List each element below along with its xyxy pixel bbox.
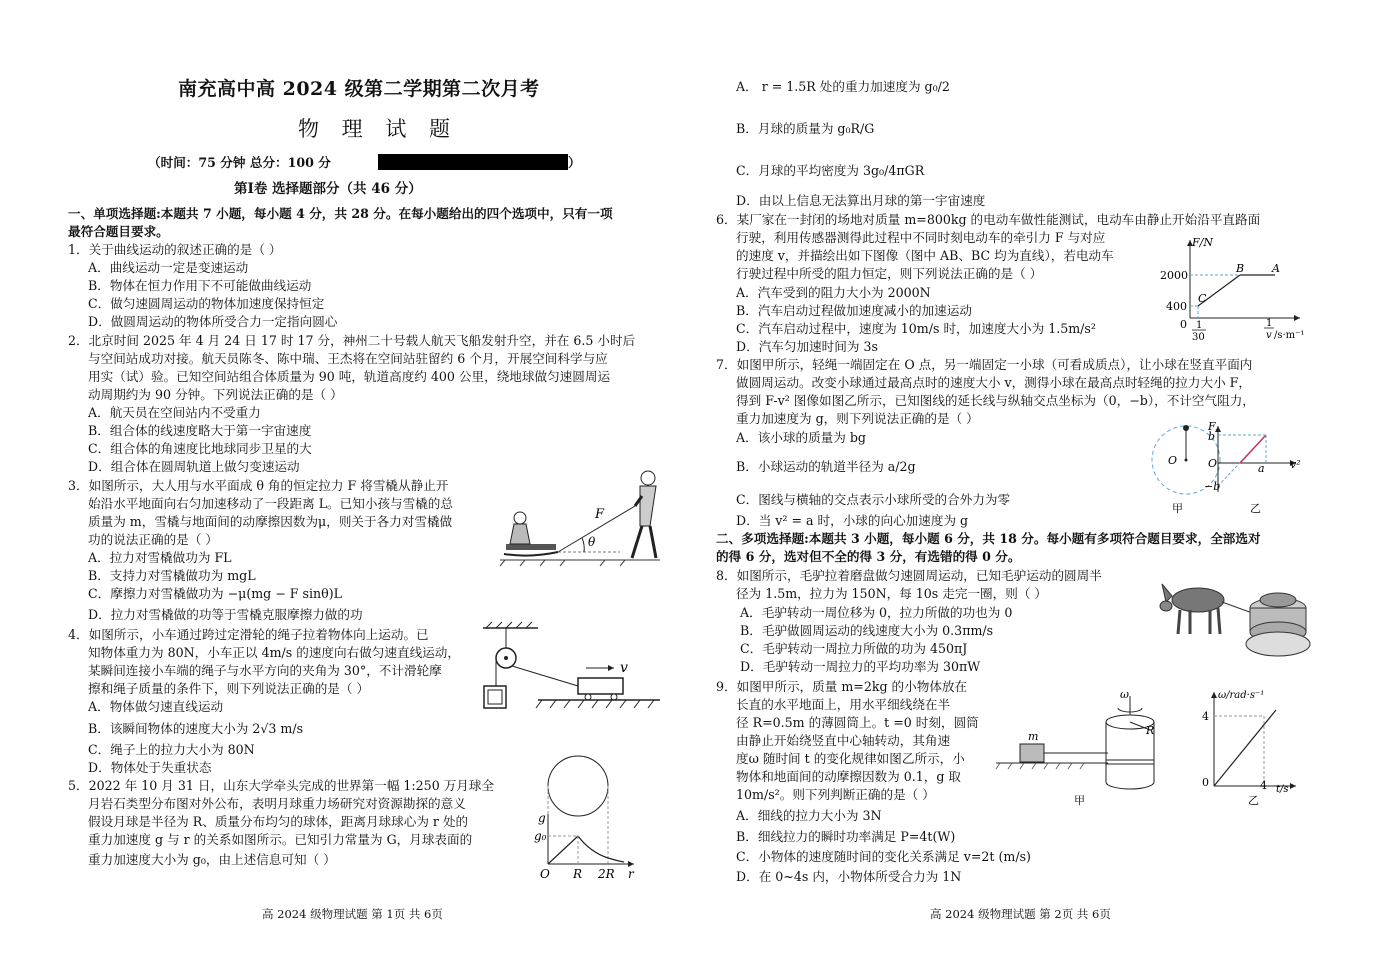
q3-stem: 功的说法正确的是（ ） [88, 532, 218, 547]
q9-option: A．细线的拉力大小为 3N [736, 808, 882, 823]
q3-stem: 3．如图所示，大人用与水平面成 θ 角的恒定拉力 F 将雪橇从静止开 [68, 478, 449, 493]
q6-stem: 行驶过程中所受的阻力恒定，则下列说法正确的是（ ） [736, 266, 1043, 281]
q4-option: C．绳子上的拉力大小为 80N [88, 742, 255, 757]
point-B: B [1236, 262, 1245, 275]
section2-heading: 二、多项选择题:本题共 3 小题，每小题 6 分，共 18 分。每小题有多项符合题目要求，全部选对 [716, 531, 1261, 546]
q9-stem: 10m/s²。则下列判断正确的是（ ） [736, 787, 935, 802]
q2-stem: 用实（试）验。已知空间站组合体质量为 90 吨，轨道高度约 400 公里，绕地球做匀速圆周运 [88, 369, 611, 384]
q3-option: A．拉力对雪橇做功为 FL [88, 550, 232, 565]
circular-motion-figure [1146, 420, 1311, 520]
axis-label-g: g [538, 811, 546, 825]
q3-stem: 质量为 m，雪橇与地面间的动摩擦因数为μ，则关于各力对雪橇做 [88, 514, 453, 529]
theta-label: θ [588, 535, 596, 549]
page1-footer: 高 2024 级物理试题 第 1页 共 6页 [262, 907, 443, 921]
q2-stem: 动周期约为 90 分钟。下列说法正确的是（ ） [88, 387, 343, 402]
q1-option: A．曲线运动一定是变速运动 [88, 260, 249, 275]
graph-origin-O: O [1208, 457, 1218, 470]
omega-time-graph [1196, 686, 1306, 811]
q4-option: D．物体处于失重状态 [88, 760, 212, 775]
q5-stem: 重力加速度大小为 g₀，由上述信息可知（ ） [88, 852, 336, 867]
axis-label-v: v [1266, 330, 1272, 341]
figure-label-yi: 乙 [1250, 502, 1261, 515]
q3-stem: 始沿水平地面向右匀加速移动了一段距离 L。已知小孩与雪橇的总 [88, 496, 453, 511]
q5-stem: 5．2022 年 10 月 31 日，山东大学牵头完成的世界第一幅 1:250 万月球全 [68, 778, 495, 793]
axis-label-origin: O [540, 867, 550, 881]
q5-stem: 重力加速度 g 与 r 的关系如图所示。已知引力常量为 G，月球表面的 [88, 832, 473, 847]
tick-400: 400 [1166, 300, 1187, 313]
tick-30: 30 [1192, 332, 1205, 343]
force-label: F [595, 507, 605, 522]
origin-label-O: O [1168, 454, 1178, 467]
radius-label: R [1146, 724, 1155, 737]
q5-option: A． r = 1.5R 处的重力加速度为 g₀/2 [736, 79, 950, 94]
q2-option: A．航天员在空间站内不受重力 [88, 405, 261, 420]
sled-figure [500, 468, 660, 568]
tick-a: a [1258, 462, 1265, 475]
tick-neg-b: −b [1204, 480, 1221, 493]
q2-option: C．组合体的角速度比地球同步卫星的大 [88, 441, 312, 456]
axis-label-1: 1 [1266, 318, 1273, 329]
tick-1-over-30: 1 [1196, 320, 1203, 331]
q4-stem: 擦和绳子质量的条件下，则下列说法正确的是（ ） [88, 681, 370, 696]
q3-option: C．摩擦力对雪橇做功为 −μ(mg − F sinθ)L [88, 586, 342, 601]
q8-stem: 径为 1.5m，拉力为 150N，每 10s 走完一圈，则（ ） [736, 586, 1048, 601]
section2-heading-2: 的得 6 分，选对但不全的得 3 分，有选错的得 0 分。 [716, 549, 1021, 564]
q4-option: B．该瞬间物体的速度大小为 2√3 m/s [88, 721, 304, 736]
q8-option: C．毛驴转动一周拉力所做的功为 450πJ [740, 641, 968, 656]
redacted-bar [378, 154, 568, 170]
axis-label-2R: 2R [598, 867, 615, 881]
q3-option: D．拉力对雪橇做的功等于雪橇克服摩擦力做的功 [88, 607, 363, 622]
q1-option: B．物体在恒力作用下不可能做曲线运动 [88, 278, 312, 293]
axis-unit: /s·m⁻¹ [1274, 330, 1305, 341]
tick-4: 4 [1202, 710, 1209, 723]
q2-stem: 与空间站成功对接。航天员陈冬、陈中瑞、王杰将在空间站驻留约 6 个月，开展空间科学与应 [88, 351, 608, 366]
exam-title: 南充高中高 2024 级第二学期第二次月考 [178, 78, 540, 100]
axis-label-g0: g₀ [534, 829, 547, 843]
q6-option: A．汽车受到的阻力大小为 2000N [736, 285, 931, 300]
donkey-millstone-figure [1160, 572, 1310, 667]
axis-label-F: F [1208, 420, 1216, 433]
q6-option: D．汽车匀加速时间为 3s [736, 339, 878, 354]
q1-option: D．做圆周运动的物体所受合力一定指向圆心 [88, 314, 338, 329]
page2-footer: 高 2024 级物理试题 第 2页 共 6页 [930, 907, 1111, 921]
q1-stem: 1．关于曲线运动的叙述正确的是（ ） [68, 242, 282, 257]
tick-2000: 2000 [1160, 269, 1188, 282]
q9-option: B．细线拉力的瞬时功率满足 P=4t(W) [736, 829, 956, 844]
axis-label-omega: ω/rad·s⁻¹ [1218, 690, 1265, 701]
q9-stem: 由静止开始绕竖直中心轴转动，其角速 [736, 733, 951, 748]
q6-stem: 的速度 v，并描绘出如下图像（图中 AB、BC 均为直线），若电动车 [736, 248, 1114, 263]
q7-option: A．该小球的质量为 bg [736, 430, 866, 445]
section1-heading-2: 最符合题目要求。 [68, 224, 169, 239]
q8-option: D．毛驴转动一周拉力的平均功率为 30πW [740, 659, 981, 674]
tick-b: b [1208, 430, 1216, 443]
q9-stem: 长直的水平地面上，用水平细线绕在半 [736, 697, 951, 712]
mass-label: m [1028, 730, 1039, 743]
q6-stem: 6．某厂家在一封闭的场地对质量 m=800kg 的电动车做性能测试，电动车由静止开始沿平直路面 [716, 212, 1261, 227]
axis-label-R: R [573, 867, 583, 881]
q7-stem: 7．如图甲所示，轻绳一端固定在 O 点，另一端固定一小球（可看成质点），让小球在竖直平面内 [716, 357, 1253, 372]
pulley-figure [478, 620, 663, 715]
figure-label-jia: 甲 [1074, 794, 1085, 807]
q4-stem: 某瞬间连接小车端的绳子与水平方向的夹角为 30°，不计滑轮摩 [88, 663, 442, 678]
point-C: C [1198, 292, 1207, 305]
q9-stem: 9．如图甲所示，质量 m=2kg 的小物体放在 [716, 679, 968, 694]
q4-stem: 4．如图所示，小车通过跨过定滑轮的绳子拉着物体向上运动。已 [68, 627, 429, 642]
time-info: （时间：75 分钟 总分：100 分 [148, 155, 331, 170]
figure-label-yi: 乙 [1248, 794, 1259, 807]
figure-label-jia: 甲 [1172, 502, 1183, 515]
q9-stem: 度ω 随时间 t 的变化规律如图乙所示，小 [736, 751, 965, 766]
q7-stem: 得到 F-v² 图像如图乙所示，已知图线的延长线与纵轴交点坐标为（0，−b），不计空气阻力， [736, 393, 1255, 408]
q3-option: B．支持力对雪橇做功为 mgL [88, 568, 256, 583]
part1-heading: 第Ⅰ卷 选择题部分（共 46 分） [234, 181, 422, 197]
q5-option: C．月球的平均密度为 3g₀/4πGR [736, 163, 925, 178]
q8-stem: 8．如图所示，毛驴拉着磨盘做匀速圆周运动，已知毛驴运动的圆周半 [716, 568, 1102, 583]
q8-option: B．毛驴做圆周运动的线速度大小为 0.3πm/s [740, 623, 994, 638]
time-info-close: ） [568, 155, 581, 170]
q7-stem: 重力加速度为 g，则下列说法正确的是（ ） [736, 411, 979, 426]
q7-option: C．图线与横轴的交点表示小球所受的合外力为零 [736, 492, 1011, 507]
force-velocity-graph [1160, 234, 1310, 342]
q9-option: D．在 0~4s 内，小物体所受合力为 1N [736, 869, 962, 884]
q6-option: B．汽车启动过程做加速度减小的加速运动 [736, 303, 972, 318]
q8-option: A．毛驴转动一周位移为 0，拉力所做的功也为 0 [740, 605, 1013, 620]
q2-option: B．组合体的线速度略大于第一宇宙速度 [88, 423, 312, 438]
q2-option: D．组合体在圆周轨道上做匀变速运动 [88, 459, 300, 474]
q6-stem: 行驶，利用传感器测得此过程中不同时刻电动车的牵引力 F 与对应 [736, 230, 1106, 245]
q5-option: B．月球的质量为 g₀R/G [736, 121, 875, 136]
section1-heading: 一、单项选择题:本题共 7 小题，每小题 4 分，共 28 分。在每小题给出的四个选项中，只有一项 [68, 206, 613, 221]
velocity-label: v [620, 660, 628, 676]
q9-stem: 径 R=0.5m 的薄圆筒上。t =0 时刻，圆筒 [736, 715, 979, 730]
point-A: A [1272, 262, 1280, 275]
q4-option: A．物体做匀速直线运动 [88, 699, 224, 714]
q6-option: C．汽车启动过程中，速度为 10m/s 时，加速度大小为 1.5m/s² [736, 321, 1096, 336]
axis-label-F: F/N [1192, 236, 1213, 249]
cylinder-block-figure [990, 686, 1180, 811]
tick-t4: 4 [1260, 779, 1267, 792]
tick-0: 0 [1180, 318, 1187, 331]
q7-option: D．当 v² = a 时，小球的向心加速度为 g [736, 513, 969, 528]
q4-stem: 知物体重力为 80N，小车正以 4m/s 的速度向右做匀速直线运动， [88, 645, 460, 660]
axis-label-t: t/s [1276, 784, 1289, 795]
q1-option: C．做匀速圆周运动的物体加速度保持恒定 [88, 296, 325, 311]
tick-0: 0 [1202, 776, 1209, 789]
q7-stem: 做圆周运动。改变小球通过最高点时的速度大小 v，测得小球在最高点时轻绳的拉力大小 F， [736, 375, 1252, 390]
q9-option: C．小物体的速度随时间的变化关系满足 v=2t (m/s) [736, 849, 1031, 864]
q5-option: D．由以上信息无法算出月球的第一宇宙速度 [736, 193, 986, 208]
q9-stem: 物体和地面间的动摩擦因数为 0.1，g 取 [736, 769, 962, 784]
q2-stem: 2．北京时间 2025 年 4 月 24 日 17 时 17 分，神州二十号载人航天飞船发射升空，并在 6.5 小时后 [68, 333, 636, 348]
axis-label-r: r [628, 867, 634, 881]
q7-option: B．小球运动的轨道半径为 a/2g [736, 459, 916, 474]
omega-label: ω [1120, 688, 1129, 701]
axis-label-v2: v² [1290, 458, 1301, 471]
q5-stem: 假设月球是半径为 R、质量分布均匀的球体，距离月球球心为 r 处的 [88, 814, 469, 829]
subject-title: 物 理 试 题 [298, 117, 459, 141]
moon-gravity-figure [528, 752, 648, 882]
q5-stem: 月岩石类型分布图对外公布，表明月球重力场研究对资源勘探的意义 [88, 796, 466, 811]
